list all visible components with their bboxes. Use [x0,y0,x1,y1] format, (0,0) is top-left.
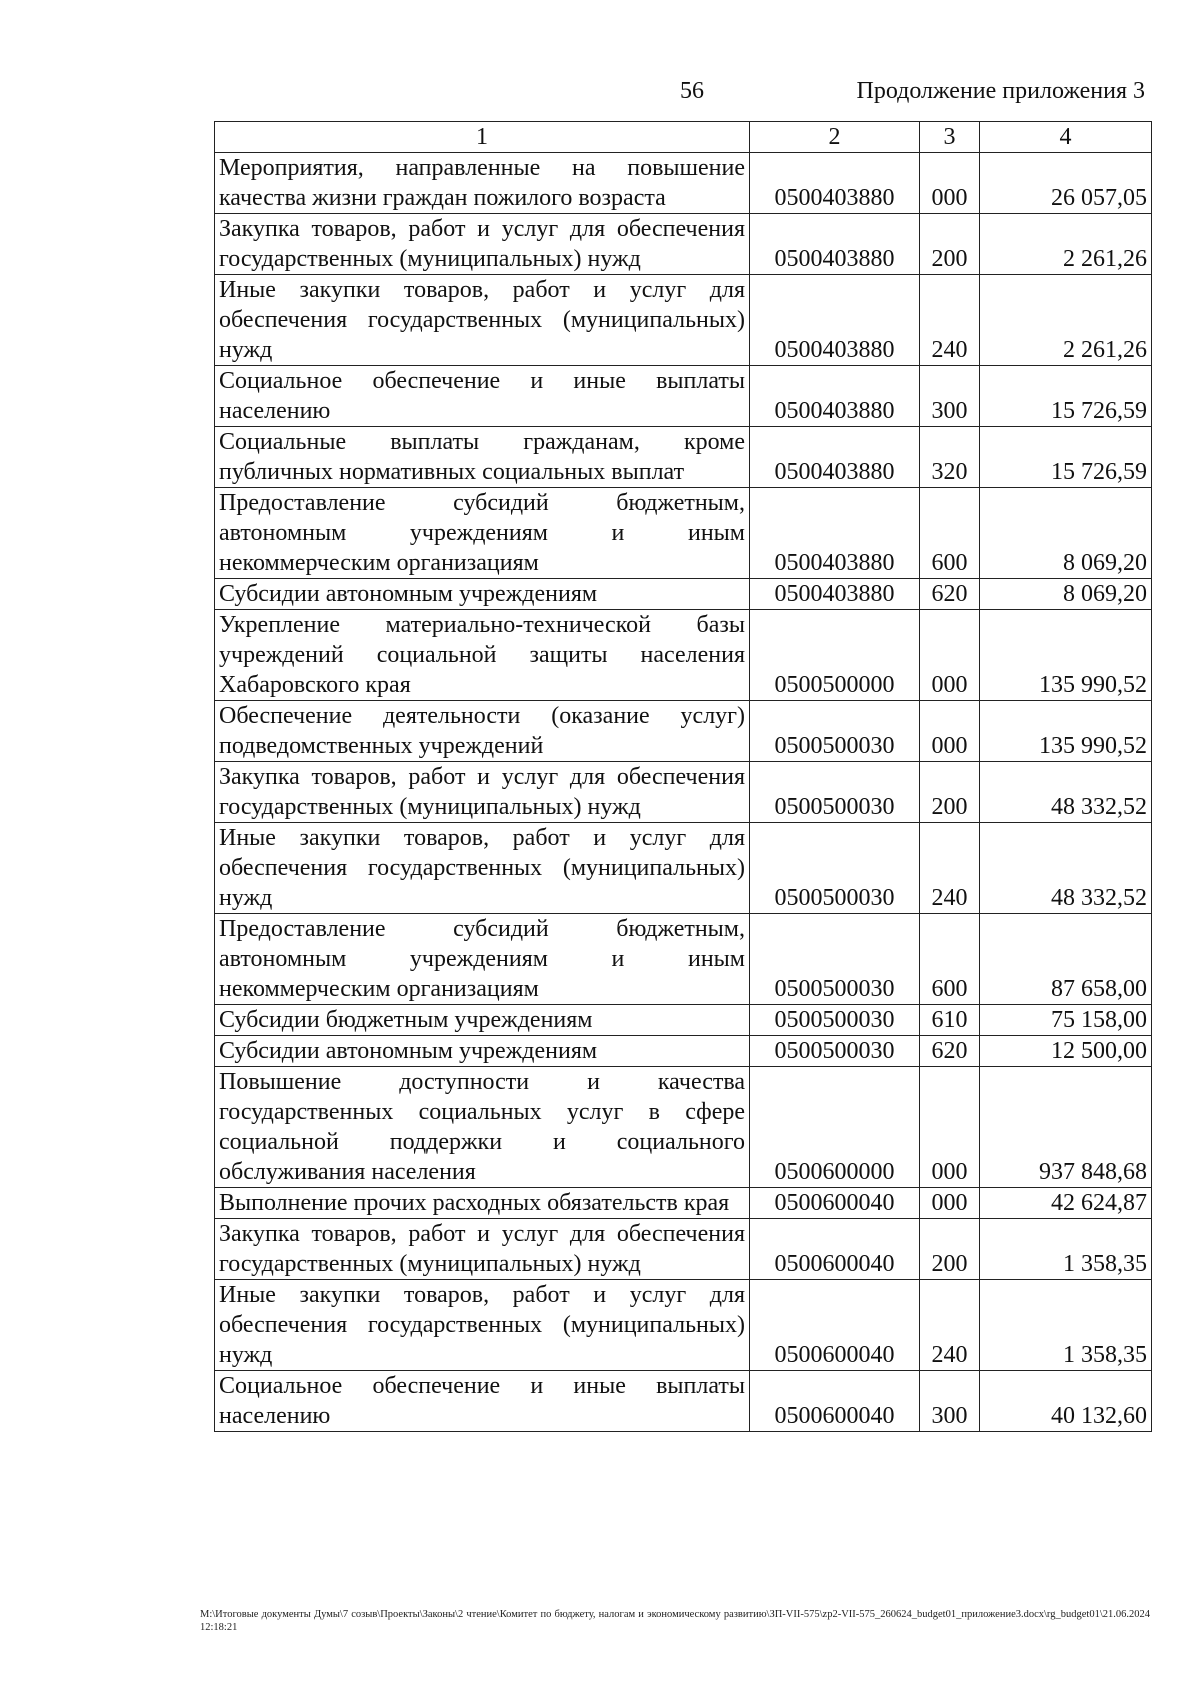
row-type-cell: 000 [920,701,980,762]
row-code-cell: 0500600040 [750,1280,920,1371]
page-header-continuation: Продолжение приложения 3 [856,78,1145,104]
row-code-cell: 0500403880 [750,214,920,275]
row-name-cell: Социальное обеспечение и иные выплаты населению [215,1371,750,1432]
row-type-cell: 200 [920,1219,980,1280]
row-type-cell: 600 [920,488,980,579]
row-name-cell: Иные закупки товаров, работ и услуг для обеспечения государственных (муниципальных) нужд [215,275,750,366]
row-code-cell: 0500403880 [750,275,920,366]
row-type-cell: 200 [920,762,980,823]
row-type-cell: 240 [920,275,980,366]
row-code-cell: 0500600040 [750,1371,920,1432]
table-row [215,762,1152,823]
column-header-3: 3 [920,122,980,153]
row-type-cell: 200 [920,214,980,275]
table-row [215,823,1152,914]
row-code-cell: 0500403880 [750,427,920,488]
table-row [215,1371,1152,1432]
row-name-cell: Мероприятия, направленные на повышение качества жизни граждан пожилого возраста [215,153,750,214]
row-type-cell: 000 [920,153,980,214]
row-amount-cell: 48 332,52 [980,762,1152,823]
row-type-cell: 300 [920,366,980,427]
table-row [215,214,1152,275]
budget-table [214,121,1152,1432]
row-code-cell: 0500500030 [750,823,920,914]
table-row [215,1067,1152,1188]
row-type-cell: 620 [920,579,980,610]
row-amount-cell: 8 069,20 [980,488,1152,579]
row-name-cell: Закупка товаров, работ и услуг для обеспечения государственных (муниципальных) нужд [215,214,750,275]
row-type-cell: 620 [920,1036,980,1067]
row-code-cell: 0500403880 [750,366,920,427]
column-header-1: 1 [215,122,750,153]
row-name-cell: Повышение доступности и качества государственных социальных услуг в сфере социальной поддержки и социального обслуживания населения [215,1067,750,1188]
row-code-cell: 0500403880 [750,579,920,610]
row-type-cell: 610 [920,1005,980,1036]
row-amount-cell: 937 848,68 [980,1067,1152,1188]
row-amount-cell: 1 358,35 [980,1280,1152,1371]
row-code-cell: 0500600000 [750,1067,920,1188]
page-number: 56 [680,78,704,104]
row-name-cell: Субсидии бюджетным учреждениям [215,1005,750,1036]
row-code-cell: 0500500030 [750,701,920,762]
row-name-cell: Социальные выплаты гражданам, кроме публичных нормативных социальных выплат [215,427,750,488]
row-type-cell: 000 [920,1188,980,1219]
row-code-cell: 0500403880 [750,153,920,214]
row-amount-cell: 48 332,52 [980,823,1152,914]
row-type-cell: 000 [920,610,980,701]
table-row [215,1219,1152,1280]
table-row [215,914,1152,1005]
row-name-cell: Субсидии автономным учреждениям [215,1036,750,1067]
row-type-cell: 300 [920,1371,980,1432]
row-amount-cell: 15 726,59 [980,366,1152,427]
row-name-cell: Закупка товаров, работ и услуг для обеспечения государственных (муниципальных) нужд [215,1219,750,1280]
table-row [215,488,1152,579]
row-amount-cell: 40 132,60 [980,1371,1152,1432]
row-type-cell: 240 [920,823,980,914]
row-amount-cell: 12 500,00 [980,1036,1152,1067]
footer-file-path: M:\Итоговые документы Думы\7 созыв\Проекты\Законы\2 чтение\Комитет по бюджету, налогам и экономическому развитию\ЗП-VII-575\zp2-VII-575_260624_budget01_приложение3.docx\rg_budget01\21.06.2024 12:18:21 [200,1609,1150,1633]
table-row [215,427,1152,488]
row-name-cell: Иные закупки товаров, работ и услуг для обеспечения государственных (муниципальных) нужд [215,823,750,914]
column-header-2: 2 [750,122,920,153]
row-amount-cell: 135 990,52 [980,701,1152,762]
row-name-cell: Обеспечение деятельности (оказание услуг) подведомственных учреждений [215,701,750,762]
table-row [215,701,1152,762]
row-amount-cell: 75 158,00 [980,1005,1152,1036]
table-row [215,1280,1152,1371]
row-type-cell: 240 [920,1280,980,1371]
row-name-cell: Социальное обеспечение и иные выплаты населению [215,366,750,427]
row-code-cell: 0500600040 [750,1219,920,1280]
row-amount-cell: 8 069,20 [980,579,1152,610]
table-row [215,579,1152,610]
row-type-cell: 320 [920,427,980,488]
row-amount-cell: 15 726,59 [980,427,1152,488]
row-code-cell: 0500500030 [750,762,920,823]
row-name-cell: Предоставление субсидий бюджетным, автономным учреждениям и иным некоммерческим организациям [215,914,750,1005]
row-name-cell: Выполнение прочих расходных обязательств края [215,1188,750,1219]
row-amount-cell: 87 658,00 [980,914,1152,1005]
table-header-row [215,122,1152,153]
row-name-cell: Субсидии автономным учреждениям [215,579,750,610]
table-row [215,1188,1152,1219]
row-amount-cell: 26 057,05 [980,153,1152,214]
column-header-4: 4 [980,122,1152,153]
table-row [215,1036,1152,1067]
row-name-cell: Предоставление субсидий бюджетным, автономным учреждениям и иным некоммерческим организациям [215,488,750,579]
table-row [215,153,1152,214]
row-amount-cell: 2 261,26 [980,214,1152,275]
row-code-cell: 0500500000 [750,610,920,701]
row-code-cell: 0500403880 [750,488,920,579]
row-code-cell: 0500600040 [750,1188,920,1219]
row-code-cell: 0500500030 [750,1005,920,1036]
row-name-cell: Укрепление материально-технической базы учреждений социальной защиты населения Хабаровского края [215,610,750,701]
row-name-cell: Закупка товаров, работ и услуг для обеспечения государственных (муниципальных) нужд [215,762,750,823]
row-amount-cell: 2 261,26 [980,275,1152,366]
row-code-cell: 0500500030 [750,1036,920,1067]
row-type-cell: 000 [920,1067,980,1188]
table-body [215,153,1152,1432]
table-row [215,366,1152,427]
row-code-cell: 0500500030 [750,914,920,1005]
row-name-cell: Иные закупки товаров, работ и услуг для обеспечения государственных (муниципальных) нужд [215,1280,750,1371]
table-row [215,610,1152,701]
row-type-cell: 600 [920,914,980,1005]
table-row [215,1005,1152,1036]
table-row [215,275,1152,366]
row-amount-cell: 42 624,87 [980,1188,1152,1219]
row-amount-cell: 135 990,52 [980,610,1152,701]
row-amount-cell: 1 358,35 [980,1219,1152,1280]
